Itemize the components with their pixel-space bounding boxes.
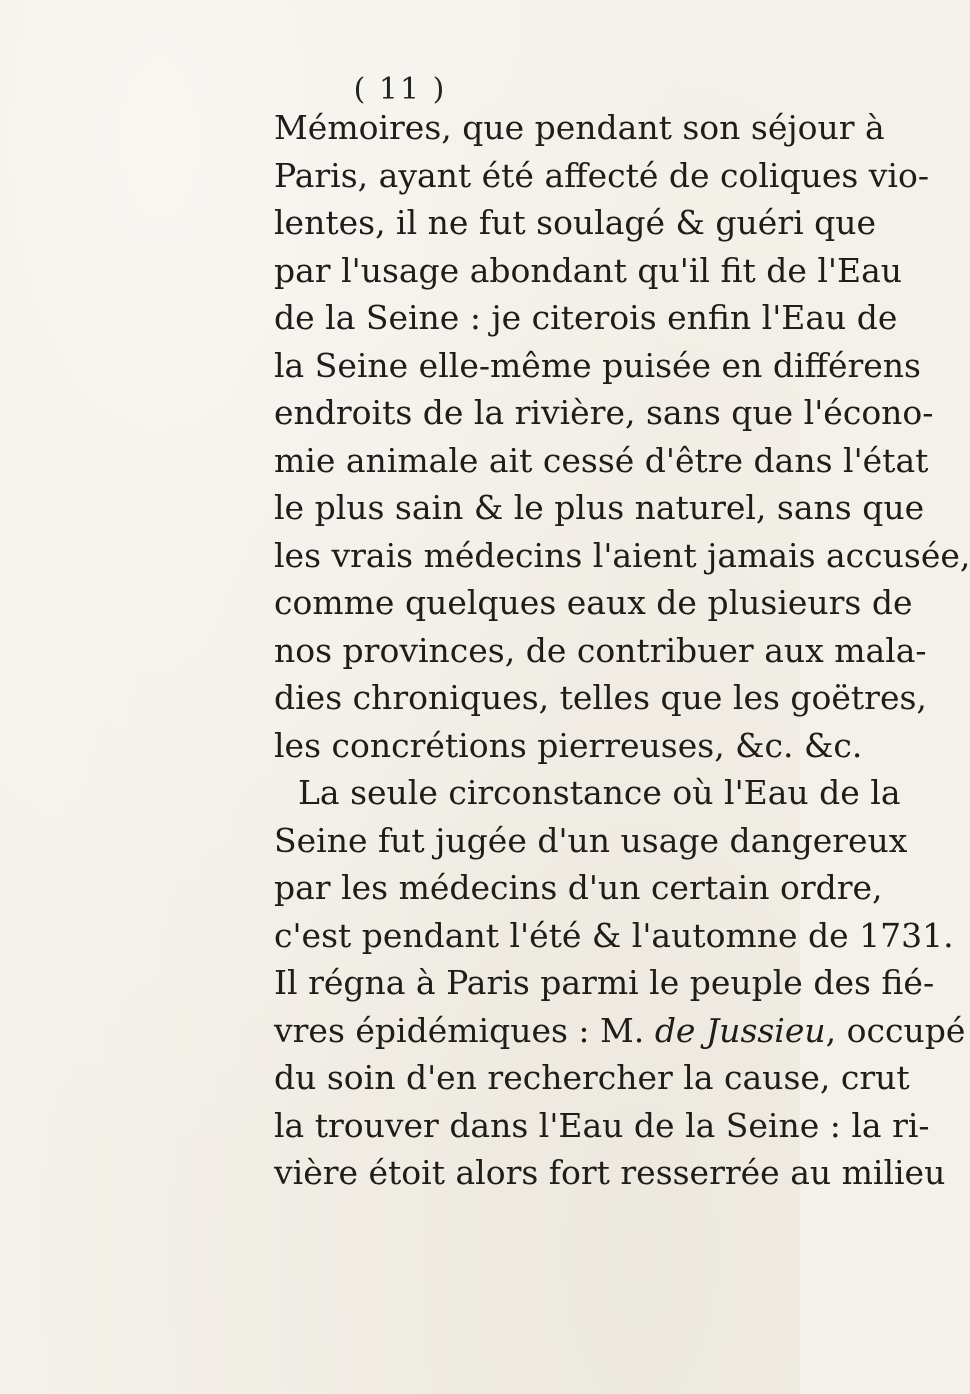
text-line: Paris, ayant été affecté de coliques vio- bbox=[274, 155, 930, 195]
text-line: dies chroniques, telles que les goëtres, bbox=[274, 678, 927, 717]
text-line: Seine fut jugée d'un usage dangereux bbox=[274, 820, 908, 860]
text-line: comme quelques eaux de plusieurs de bbox=[274, 583, 913, 622]
paragraph-start-line: La seule circonstance où l'Eau de la bbox=[298, 773, 901, 812]
text-line: les concrétions pierreuses, &c. &c. bbox=[274, 725, 863, 765]
text-line: nos provinces, de contribuer aux mala- bbox=[274, 630, 927, 670]
text-line: par l'usage abondant qu'il fit de l'Eau bbox=[274, 250, 903, 290]
text-line: les vrais médecins l'aient jamais accusée, bbox=[274, 535, 970, 575]
text-line: Il régna à Paris parmi le peuple des fié- bbox=[274, 963, 935, 1002]
text-line: endroits de la rivière, sans que l'écono- bbox=[274, 393, 934, 432]
text-line: lentes, il ne fut soulagé & guéri que bbox=[274, 203, 877, 242]
body-text bbox=[274, 104, 970, 1197]
text-line: c'est pendant l'été & l'automne de 1731. bbox=[274, 915, 954, 955]
text-line: la trouver dans l'Eau de la Seine : la ri- bbox=[274, 1105, 930, 1145]
text-line: Mémoires, que pendant son séjour à bbox=[274, 108, 885, 147]
text-line: de la Seine : je citerois enfin l'Eau de bbox=[274, 298, 898, 337]
text-line: le plus sain & le plus naturel, sans que bbox=[274, 488, 925, 527]
page-number: ( 11 ) bbox=[353, 72, 447, 107]
text-line: mie animale ait cessé d'être dans l'état bbox=[274, 440, 929, 480]
italic-personal-name: de Jussieu bbox=[654, 1010, 826, 1050]
text-line: par les médecins d'un certain ordre, bbox=[274, 868, 883, 907]
text-line: du soin d'en rechercher la cause, crut bbox=[274, 1058, 910, 1097]
text-segment: vres épidémiques : M. bbox=[274, 1010, 645, 1050]
text-line: la Seine elle-même puisée en différens bbox=[274, 345, 921, 385]
text-line: vière étoit alors fort resserrée au milieu bbox=[274, 1153, 946, 1192]
text-line-with-name bbox=[274, 1007, 966, 1055]
text-segment: , occupé bbox=[825, 1010, 966, 1050]
